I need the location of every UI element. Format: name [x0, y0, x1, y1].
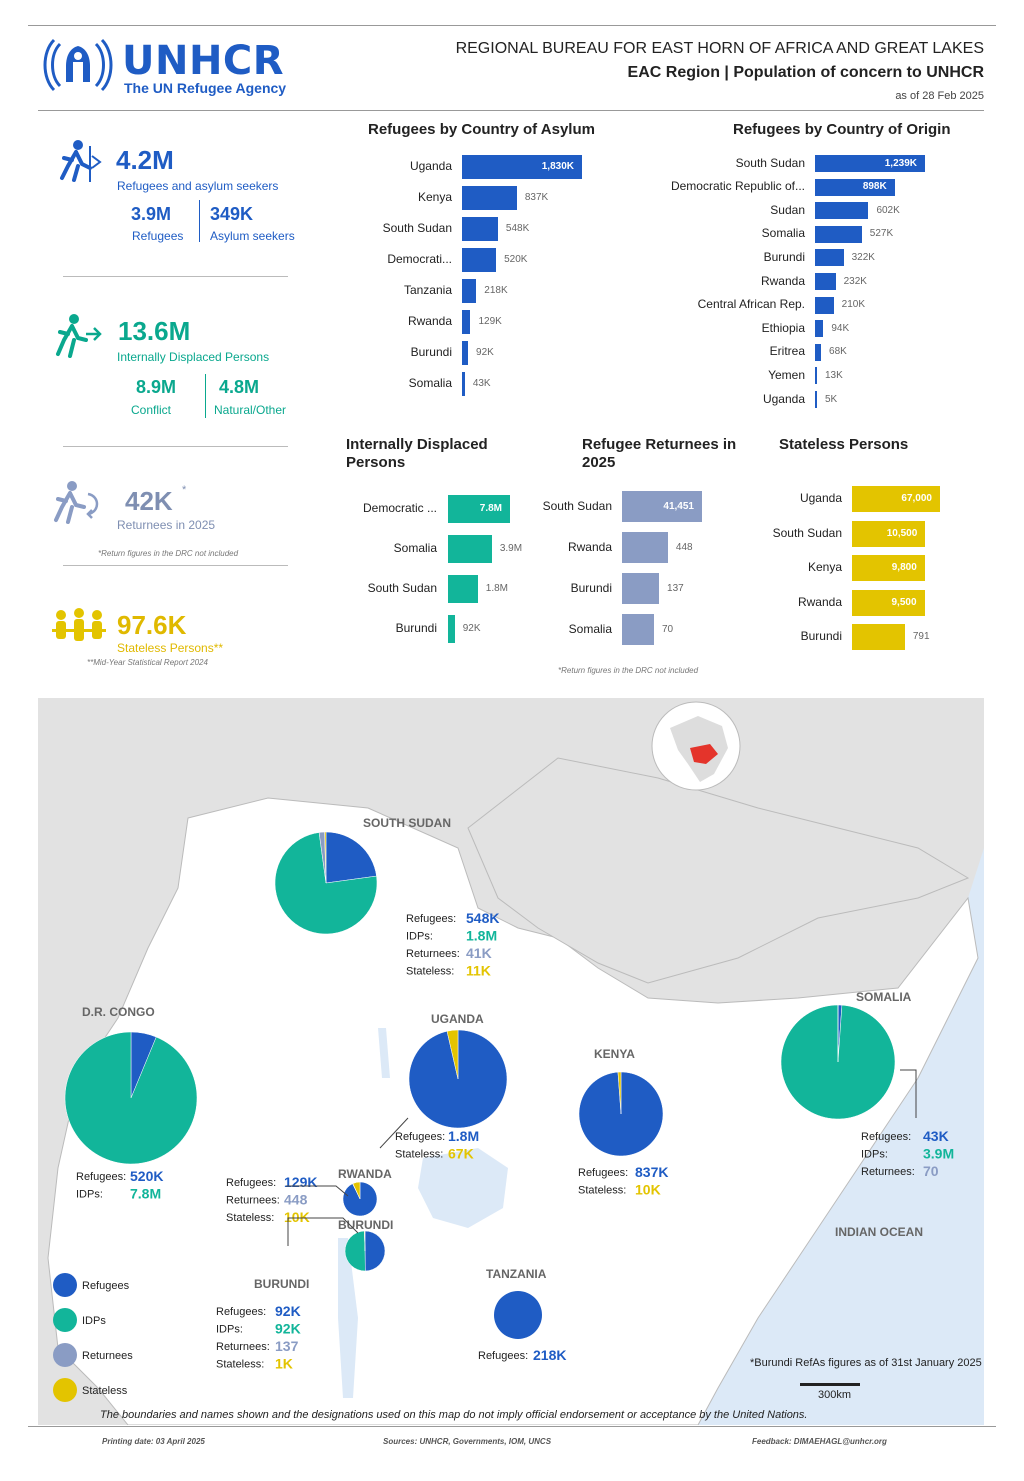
- bar: [815, 344, 821, 361]
- legend-label: Returnees: [82, 1350, 133, 1362]
- bar-value-label: 9,800: [891, 562, 917, 573]
- stateless-total: 97.6K: [117, 610, 187, 640]
- bar: [448, 615, 455, 643]
- bar-category-label: Democratic ...: [362, 501, 437, 515]
- bar: [815, 391, 817, 408]
- bar-value-label: 837K: [524, 192, 549, 203]
- bar-category-label: Eritrea: [769, 344, 805, 359]
- stat-value: 520K: [130, 1168, 164, 1184]
- stat-value: 129K: [284, 1174, 318, 1190]
- stat-label: Stateless:: [216, 1358, 265, 1371]
- refugees-asylum-label: Refugees and asylum seekers: [117, 179, 279, 193]
- stat-label: Stateless:: [406, 965, 455, 978]
- bar-category-label: South Sudan: [382, 221, 452, 235]
- stat-value: 1.8M: [448, 1128, 480, 1144]
- returnees-chart-note: *Return figures in the DRC not included: [558, 666, 699, 675]
- idp-total: 13.6M: [118, 316, 191, 346]
- bar-value-label: 9,500: [891, 596, 917, 608]
- bar-category-label: Somalia: [761, 226, 805, 241]
- idp-running-icon: [52, 312, 104, 358]
- idp-conflict-value: 8.9M: [136, 377, 177, 397]
- bar-category-label: Ethiopia: [761, 320, 805, 335]
- printing-date: Printing date: 03 April 2025: [102, 1437, 205, 1446]
- stat-value: 448: [284, 1191, 308, 1208]
- asylum-chart-title: Refugees by Country of Asylum: [368, 121, 595, 138]
- bar-category-label: Yemen: [768, 367, 805, 382]
- bar: [462, 310, 470, 334]
- stat-value: 837K: [635, 1164, 669, 1180]
- legend-swatch: [53, 1308, 77, 1332]
- stat-label: IDPs:: [861, 1148, 888, 1161]
- bar-value-label: 92K: [476, 347, 494, 358]
- bar-category-label: South Sudan: [542, 498, 612, 513]
- stat-label: Refugees:: [76, 1171, 127, 1183]
- bar: [815, 202, 868, 219]
- country-label: TANZANIA: [486, 1267, 547, 1281]
- stat-value: 43K: [923, 1128, 949, 1144]
- bar-category-label: Uganda: [799, 491, 842, 505]
- country-label: UGANDA: [431, 1012, 484, 1026]
- stat-value: 7.8M: [130, 1185, 162, 1202]
- returnees-chart-title: Refugee Returnees in 2025: [582, 436, 737, 471]
- bar-category-label: Burundi: [763, 249, 805, 264]
- stat-value: 67K: [448, 1145, 474, 1162]
- org-tagline: The UN Refugee Agency: [124, 80, 287, 96]
- bar-value-label: 41,451: [663, 500, 694, 512]
- bar-value-label: 43K: [472, 378, 491, 389]
- pie-slice: [65, 1032, 197, 1164]
- asylum-seekers-label: Asylum seekers: [210, 229, 295, 243]
- stateless-note: **Mid-Year Statistical Report 2024: [87, 658, 208, 667]
- bar-category-label: Rwanda: [797, 594, 842, 609]
- bar-value-label: 1.8M: [485, 583, 509, 594]
- stat-value: 548K: [466, 910, 500, 926]
- returnees-total: 42K: [125, 486, 173, 516]
- stat-label: Refugees:: [478, 1350, 529, 1362]
- stat-value: 1K: [275, 1355, 293, 1372]
- returnees-note: *Return figures in the DRC not included: [98, 549, 239, 558]
- kpi-rule: [63, 565, 288, 566]
- stat-value: 218K: [533, 1347, 567, 1363]
- burundi-note: *Burundi RefAs figures as of 31st January 2025: [750, 1357, 982, 1369]
- legend-label: Refugees: [82, 1280, 130, 1292]
- bar: [815, 367, 817, 384]
- scale-bar: [800, 1383, 860, 1386]
- bar-category-label: Democrati...: [387, 252, 452, 266]
- stat-label: Returnees:: [216, 1341, 270, 1353]
- bar-value-label: 1,239K: [884, 157, 917, 169]
- bar: [815, 297, 834, 314]
- bar-category-label: South Sudan: [735, 155, 805, 170]
- region-map: [38, 698, 984, 1425]
- refugee-running-icon: [54, 138, 104, 184]
- bar: [622, 614, 654, 645]
- stat-label: Refugees:: [861, 1131, 912, 1143]
- bar-category-label: Somalia: [408, 376, 452, 390]
- legend-swatch: [53, 1343, 77, 1367]
- stat-value: 92K: [275, 1320, 301, 1337]
- bar-value-label: 70: [661, 623, 674, 635]
- bar: [462, 372, 465, 396]
- stat-value: 41K: [466, 945, 492, 961]
- bar-value-label: 218K: [484, 285, 508, 296]
- bar: [448, 575, 478, 603]
- bar-category-label: Kenya: [417, 190, 452, 204]
- bar-category-label: Rwanda: [760, 273, 805, 288]
- bar-category-label: Somalia: [393, 541, 437, 555]
- bar-category-label: Uganda: [409, 159, 452, 173]
- bar-value-label: 232K: [843, 275, 867, 287]
- stat-label: Refugees:: [578, 1167, 629, 1179]
- rwanda-label: RWANDA: [338, 1167, 392, 1181]
- legend-label: Stateless: [82, 1385, 128, 1397]
- burundi-small-label: BURUNDI: [338, 1218, 394, 1232]
- stateless-people-icon: [52, 607, 106, 647]
- bar-category-label: South Sudan: [772, 525, 842, 540]
- bar-category-label: Sudan: [770, 202, 805, 217]
- pie-slice: [494, 1291, 542, 1339]
- bar: [815, 320, 823, 337]
- stat-label: Stateless:: [226, 1212, 275, 1224]
- bar-category-label: Rwanda: [567, 539, 612, 554]
- country-label: SOMALIA: [856, 990, 912, 1004]
- asylum-seekers-value: 349K: [210, 204, 254, 224]
- feedback-email[interactable]: Feedback: DIMAEHAGL@unhcr.org: [752, 1437, 887, 1446]
- stat-value: 10K: [284, 1209, 310, 1225]
- bar-value-label: 5K: [825, 393, 838, 405]
- page-subtitle: EAC Region | Population of concern to UNHCR: [627, 64, 984, 81]
- bar-value-label: 137: [667, 582, 684, 594]
- stat-label: IDPs:: [76, 1188, 103, 1201]
- sources: Sources: UNHCR, Governments, IOM, UNCS: [383, 1437, 552, 1446]
- legend-swatch: [53, 1273, 77, 1297]
- bar-value-label: 67,000: [901, 493, 932, 504]
- bar-category-label: Burundi: [800, 629, 842, 643]
- bar-category-label: Tanzania: [403, 283, 452, 297]
- bar-category-label: Kenya: [807, 560, 842, 574]
- bar-value-label: 92K: [462, 623, 481, 634]
- bar-value-label: 94K: [831, 322, 850, 334]
- bar-category-label: Rwanda: [407, 314, 452, 328]
- stat-value: 3.9M: [923, 1145, 955, 1162]
- idp-natural-label: Natural/Other: [214, 403, 287, 417]
- bar-value-label: 527K: [869, 228, 894, 240]
- bar-category-label: Uganda: [762, 391, 805, 406]
- map-disclaimer: The boundaries and names shown and the designations used on this map do not imply official endorsement or acceptance by the United Nations.: [100, 1409, 808, 1421]
- returnees-star: *: [182, 484, 187, 496]
- idp-chart-title: Internally Displaced Persons: [346, 436, 488, 471]
- bar-value-label: 520K: [504, 254, 528, 265]
- bar-category-label: Burundi: [395, 621, 437, 635]
- stat-label: Stateless:: [578, 1184, 627, 1197]
- stat-label: IDPs:: [406, 930, 433, 943]
- bar: [852, 624, 905, 650]
- bar: [462, 248, 496, 272]
- stat-value: 10K: [635, 1181, 661, 1198]
- bar-value-label: 448: [675, 541, 693, 553]
- stat-value: 92K: [275, 1303, 301, 1319]
- bar-value-label: 602K: [876, 204, 900, 216]
- returnees-label: Returnees in 2025: [117, 518, 216, 532]
- bar-category-label: Somalia: [568, 621, 612, 636]
- org-name: UNHCR: [122, 38, 285, 84]
- stat-label: Returnees:: [226, 1194, 280, 1207]
- stat-label: IDPs:: [216, 1323, 243, 1336]
- stat-label: Refugees:: [395, 1131, 446, 1143]
- header-rule: [38, 110, 984, 111]
- bar: [815, 226, 862, 243]
- bar-category-label: Democratic Republic of...: [670, 179, 805, 194]
- bar: [622, 573, 659, 604]
- stat-label: Returnees:: [861, 1166, 915, 1178]
- date-stamp: as of 28 Feb 2025: [895, 90, 984, 102]
- bar-value-label: 68K: [829, 346, 847, 358]
- legend-label: IDPs: [82, 1315, 106, 1327]
- bar: [462, 341, 468, 365]
- idp-natural-value: 4.8M: [219, 377, 260, 397]
- stat-label: Stateless:: [395, 1148, 444, 1161]
- bar-value-label: 548K: [505, 223, 530, 234]
- bar-value-label: 898K: [862, 181, 887, 193]
- page-title: REGIONAL BUREAU FOR EAST HORN OF AFRICA AND GREAT LAKES: [455, 40, 984, 57]
- ocean-label: INDIAN OCEAN: [835, 1225, 924, 1239]
- footer-rule: [28, 1426, 996, 1427]
- bar-value-label: 1,830K: [541, 161, 574, 172]
- idp-label: Internally Displaced Persons: [117, 350, 270, 364]
- origin-chart-title: Refugees by Country of Origin: [733, 121, 951, 138]
- country-label: D.R. CONGO: [82, 1005, 155, 1019]
- bar-category-label: Central African Rep.: [697, 297, 805, 312]
- stat-label: Returnees:: [406, 948, 460, 960]
- kpi-rule: [63, 276, 288, 277]
- kpi-divider: [205, 374, 206, 418]
- top-rule: [28, 25, 996, 26]
- stateless-chart-title: Stateless Persons: [779, 436, 909, 453]
- kpi-rule: [63, 446, 288, 447]
- bar: [815, 273, 836, 290]
- bar: [462, 217, 498, 241]
- bar: [622, 532, 668, 563]
- stat-value: 137: [275, 1338, 299, 1354]
- bar: [462, 186, 517, 210]
- bar: [448, 535, 492, 563]
- kpi-divider: [199, 200, 200, 242]
- stateless-label: Stateless Persons**: [117, 641, 224, 655]
- country-label: SOUTH SUDAN: [363, 816, 452, 830]
- bar-value-label: 129K: [478, 316, 502, 327]
- idp-conflict-label: Conflict: [131, 403, 172, 417]
- stat-value: 1.8M: [466, 927, 498, 944]
- stat-label: Refugees:: [216, 1306, 267, 1318]
- country-label: KENYA: [594, 1047, 635, 1061]
- bar-value-label: 322K: [851, 251, 875, 263]
- bar-value-label: 7.8M: [479, 503, 502, 514]
- stat-label: Refugees:: [406, 913, 457, 925]
- bar-category-label: Burundi: [410, 345, 452, 359]
- bar-value-label: 13K: [825, 369, 843, 381]
- country-label: BURUNDI: [254, 1277, 310, 1291]
- returnee-icon: [52, 480, 102, 524]
- bar: [462, 279, 476, 303]
- unhcr-emblem-icon: [40, 34, 116, 96]
- bar-value-label: 791: [912, 631, 930, 642]
- bar-value-label: 3.9M: [499, 543, 523, 554]
- scale-label: 300km: [818, 1389, 852, 1401]
- bar-value-label: 210K: [841, 299, 865, 311]
- bar-category-label: South Sudan: [367, 581, 437, 595]
- refugees-asylum-total: 4.2M: [116, 145, 174, 175]
- stat-value: 70: [923, 1163, 939, 1179]
- bar-category-label: Burundi: [570, 580, 612, 595]
- bar-value-label: 10,500: [886, 527, 918, 539]
- legend-swatch: [53, 1378, 77, 1402]
- stat-value: 11K: [466, 962, 491, 979]
- refugees-value: 3.9M: [131, 204, 172, 224]
- bar: [815, 249, 844, 266]
- refugees-label: Refugees: [132, 229, 184, 243]
- stat-label: Refugees:: [226, 1177, 277, 1189]
